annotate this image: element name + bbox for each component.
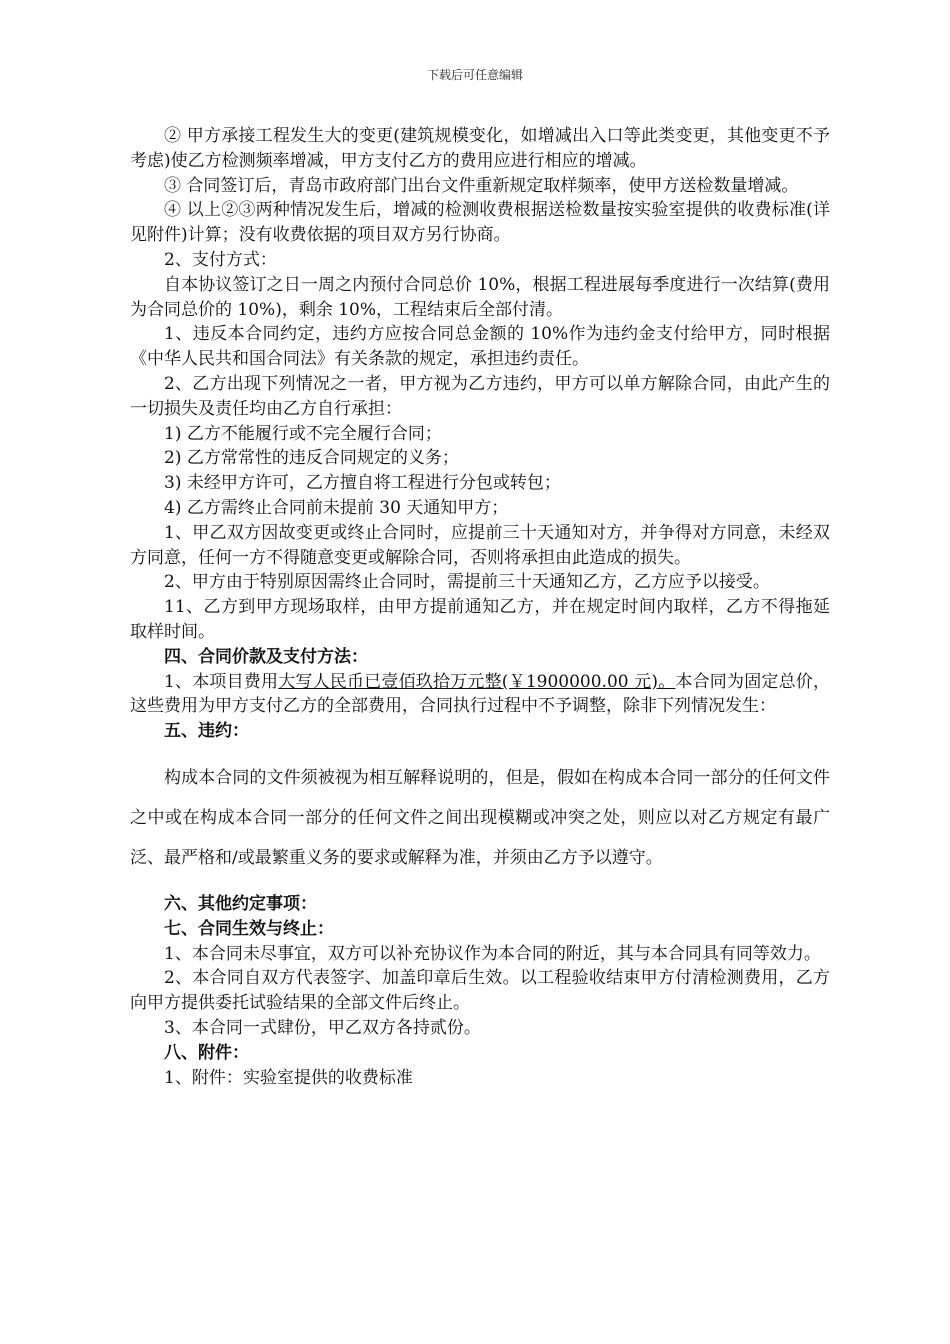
clause-list-item: 1) 乙方不能履行或不完全履行合同； [164, 423, 442, 444]
effect-item: 3、本合同一式肆份，甲乙双方各持贰份。 [164, 1017, 481, 1038]
section-heading-breach: 五、违约： [164, 721, 249, 742]
clause-paragraph: 1、违反本合同约定，违约方应按合同总金额的 10%作为违约金支付给甲方，同时根据《中华人民共和国合同法》有关条款的规定，承担违约责任。 [130, 324, 830, 370]
clause-paragraph: 1、甲乙双方因故变更或终止合同时，应提前三十天通知对方，并争得对方同意，未经双方同意，任何一方不得随意变更或解除合同，否则将承担由此造成的损失。 [130, 522, 830, 568]
attachment-item: 1、附件：实验室提供的收费标准 [164, 1067, 413, 1088]
clause-paragraph: 自本协议签订之日一周之内预付合同总价 10%，根据工程进展每季度进行一次结算(费用为合同总价的 10%)，剩余 10%，工程结束后全部付清。 [130, 274, 830, 320]
clause-paragraph: ② 甲方承接工程发生大的变更(建筑规模变化，如增减出入口等此类变更，其他变更不予考虑)使乙方检测频率增减，甲方支付乙方的费用应进行相应的增减。 [130, 126, 830, 171]
page-header-note: 下载后可任意编辑 [426, 68, 523, 82]
price-rest: 本合同为固定总价，这些费用为甲方支付乙方的全部费用，合同执行过程中不予调整，除非下列情况发生： [130, 671, 830, 717]
price-paragraph [130, 670, 830, 720]
breach-paragraph: 构成本合同的文件须被视为相互解释说明的，但是，假如在构成本合同一部分的任何文件之中或在构成本合同一部分的任何文件之间出现模糊或冲突之处，则应以对乙方规定有最广泛、最严格和/或最繁重义务的要求或解释为准，并须由乙方予以遵守。 [130, 767, 830, 868]
price-lead: 1、本项目费用 [164, 671, 279, 692]
price-amount: 大写人民币已壹佰玖拾万元整(￥1900000.00 元)。 [278, 671, 676, 692]
clause-paragraph: 11、乙方到甲方现场取样，由甲方提前通知乙方，并在规定时间内取样，乙方不得拖延取样时间。 [130, 597, 830, 642]
clause-paragraph: ④ 以上②③两种情况发生后，增减的检测收费根据送检数量按实验室提供的收费标准(详见附件)计算；没有收费依据的项目双方另行协商。 [130, 200, 830, 246]
section-heading-attachment: 八、附件： [164, 1042, 249, 1063]
clause-paragraph: 2、支付方式： [164, 249, 277, 270]
section-heading-price: 四、合同价款及支付方法： [164, 646, 368, 667]
effect-item: 2、本合同自双方代表签字、加盖印章后生效。以工程验收结束甲方付清检测费用，乙方向甲方提供委托试验结果的全部文件后终止。 [130, 968, 830, 1014]
contract-body [130, 124, 830, 1090]
clause-paragraph: 2、甲方由于特别原因需终止合同时，需提前三十天通知乙方，乙方应予以接受。 [164, 572, 770, 593]
clause-paragraph: ③ 合同签订后，青岛市政府部门出台文件重新规定取样频率，使甲方送检数量增减。 [164, 175, 799, 196]
clause-paragraph: 2、乙方出现下列情况之一者，甲方视为乙方违约，甲方可以单方解除合同，由此产生的一切损失及责任均由乙方自行承担： [130, 373, 830, 419]
section-heading-effect: 七、合同生效与终止： [164, 918, 334, 939]
section-heading-other: 六、其他约定事项： [164, 893, 317, 914]
clause-list-item: 4) 乙方需终止合同前未提前 30 天通知甲方； [164, 497, 509, 518]
clause-list-item: 3) 未经甲方许可，乙方擅自将工程进行分包或转包； [164, 473, 561, 494]
clause-list-item: 2) 乙方常常性的违反合同规定的义务； [164, 448, 459, 469]
effect-item: 1、本合同未尽事宜，双方可以补充协议作为本合同的附近，其与本合同具有同等效力。 [164, 943, 821, 964]
